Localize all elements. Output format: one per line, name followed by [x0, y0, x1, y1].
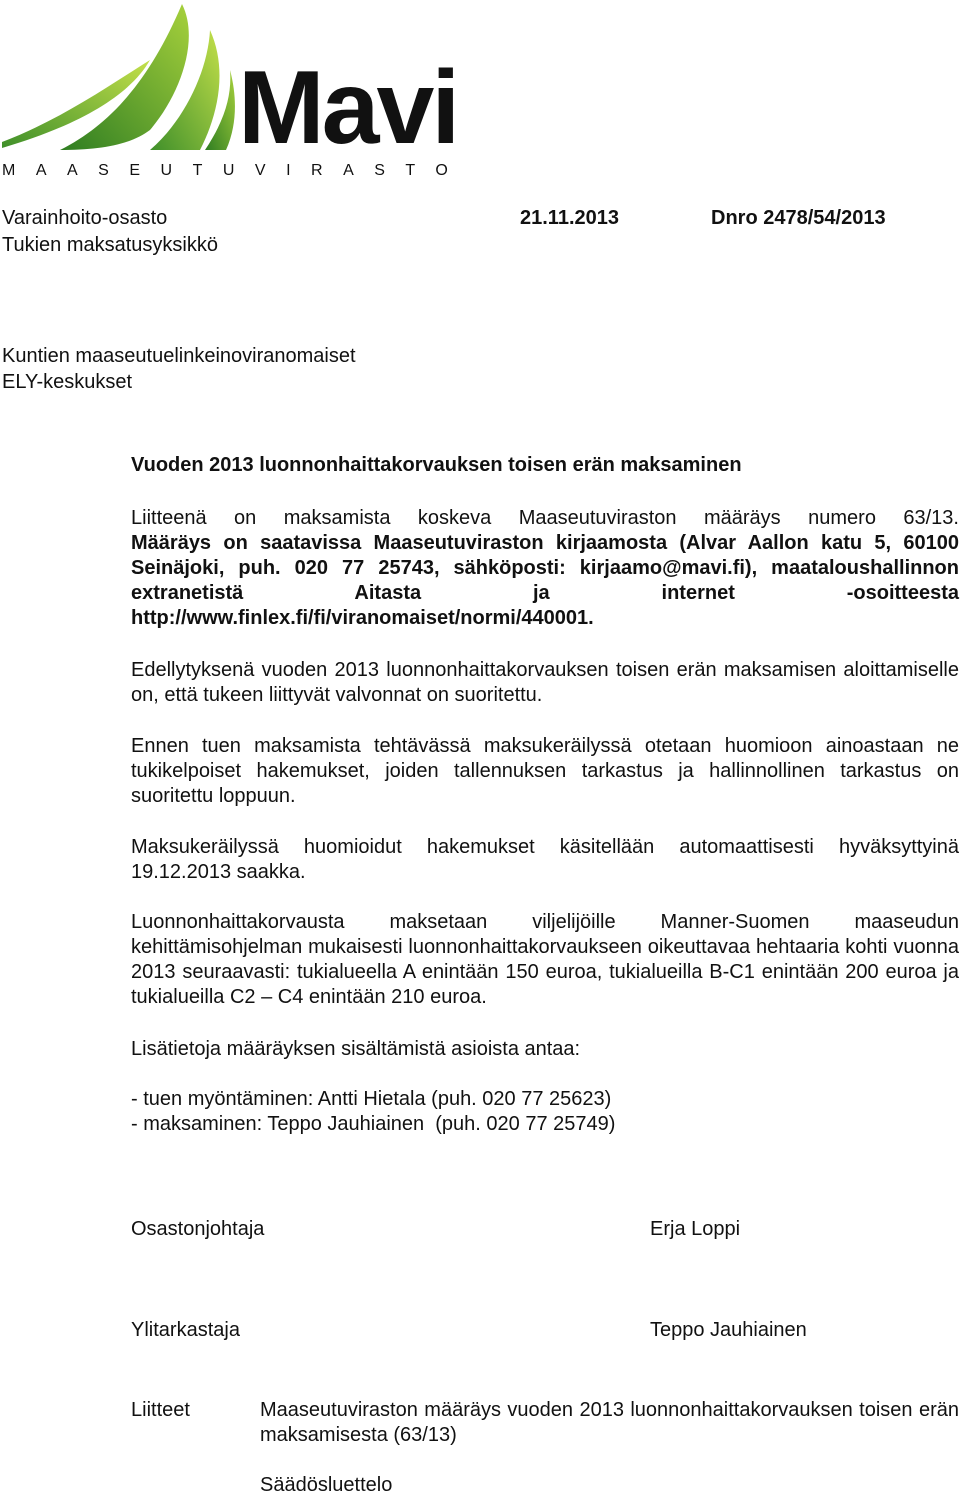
signature-name-1: Erja Loppi — [650, 1218, 741, 1240]
record-number: Dnro 2478/54/2013 — [711, 207, 886, 229]
logo-subtitle: MAASEUTUVIRASTO — [2, 162, 469, 179]
paragraph-1: Edellytyksenä vuoden 2013 luonnonhaittakorvauksen toisen erän maksamisen aloittamiselle on, että tukeen liittyvät valvonnat on suoritettu. — [131, 659, 959, 706]
contact-item-2: - maksaminen: Teppo Jauhiainen (puh. 020 77 25749) — [131, 1113, 616, 1135]
logo-wordmark: Mavi — [238, 50, 458, 166]
signature-role-1: Osastonjohtaja — [131, 1218, 265, 1240]
paragraph-3: Maksukeräilyssä huomioidut hakemukset käsitellään automaattisesti hyväksyttyinä 19.12.2013 saakka. — [131, 836, 959, 883]
attachment-item-1: Maaseutuviraston määräys vuoden 2013 luonnonhaittakorvauksen toisen erän maksamisesta (63/13) — [260, 1399, 959, 1446]
intro-bold-text: Määräys on saatavissa Maaseutuviraston kirjaamosta (Alvar Aallon katu 5, 60100 Seinäjoki, puh. 020 77 25743, sähköposti: kirjaamo@mavi.fi), maataloushallinnon extranetistä Aitasta ja internet -osoitteesta http://www.finlex.fi/fi/viranomaiset/normi/440001. — [131, 532, 959, 629]
contacts-heading: Lisätietoja määräyksen sisältämistä asioista antaa: — [131, 1038, 581, 1060]
contact-item-1: - tuen myöntäminen: Antti Hietala (puh. 020 77 25623) — [131, 1088, 612, 1110]
intro-paragraph — [131, 506, 959, 631]
department-name: Varainhoito-osasto — [2, 207, 168, 229]
signature-role-2: Ylitarkastaja — [131, 1319, 240, 1341]
attachment-item-2: Säädösluettelo — [260, 1474, 393, 1496]
paragraph-2: Ennen tuen maksamista tehtävässä maksukeräilyssä otetaan huomioon ainoastaan ne tukikelpoiset hakemukset, joiden tallennuksen tarkastus ja hallinnollinen tarkastus on suoritettu loppuun. — [131, 735, 959, 807]
signature-name-2: Teppo Jauhiainen — [650, 1319, 807, 1341]
document-title: Vuoden 2013 luonnonhaittakorvauksen toisen erän maksaminen — [131, 454, 742, 476]
paragraph-4: Luonnonhaittakorvausta maksetaan viljelijöille Manner-Suomen maaseudun kehittämisohjelman mukaisesti luonnonhaittakorvaukseen oikeuttavaa hehtaaria kohti vuonna 2013 seuraavasti: tukialueella A enintään 150 euroa, tukialueilla B-C1 enintään 200 euroa ja tukialueilla C2 – C4 enintään 210 euroa. — [131, 911, 959, 1008]
unit-name: Tukien maksatusyksikkö — [2, 234, 218, 256]
recipient-2: ELY-keskukset — [2, 371, 133, 393]
document-date: 21.11.2013 — [520, 207, 619, 229]
recipient-1: Kuntien maaseutuelinkeinoviranomaiset — [2, 345, 356, 367]
intro-normal-text: Liitteenä on maksamista koskeva Maaseutuviraston määräys numero 63/13. — [131, 507, 959, 529]
attachments-label: Liitteet — [131, 1399, 190, 1421]
